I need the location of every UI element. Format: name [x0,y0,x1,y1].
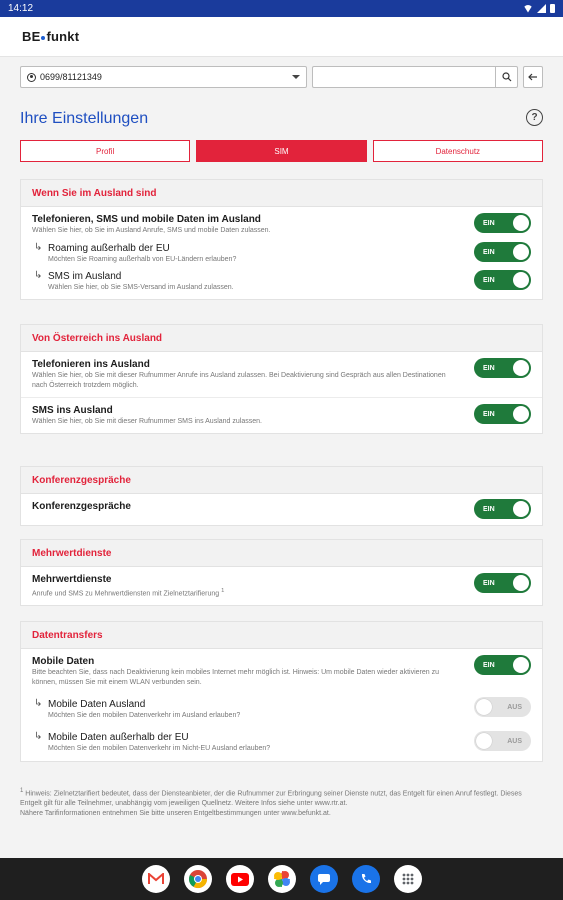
search-box [312,66,518,88]
section-header: Konferenzgespräche [21,467,542,494]
setting-row-sms-abroad [21,268,542,299]
setting-description: Wählen Sie hier, ob Sie mit dieser Rufnummer Anrufe ins Ausland zulassen. Bei Deaktivierung sind Gespräch aus allen Destinationen nach Österreich trotzdem möglich. [32,372,446,389]
setting-row-premium-services [21,567,542,605]
setting-row-mobile-data-abroad [21,692,542,727]
youtube-icon[interactable] [226,865,254,893]
section-daten [20,621,543,762]
arrow-left-icon [528,72,538,82]
main-content [0,58,563,858]
footnote-text: $^1$ Hinweis: Zielnetztarifiert bedeutet, dass der Diensteanbieter, der die Rufnummer zur Erbringung seiner Dienste nutzt, das Entgelt für einen Anruf festlegt. Dieses Entgelt gilt für alle Teilnehmer, unabhängig vom jeweiligen Quellnetz. Weitere Infos siehe unter www.rtr.at. [20,788,522,808]
gmail-icon[interactable] [142,865,170,893]
section-konferenz [20,466,543,526]
setting-row-roaming-non-eu [21,240,542,268]
setting-row-mobile-data [21,649,542,692]
search-icon [502,72,512,82]
android-dock [0,858,563,900]
section-mehrwert [20,539,543,606]
toggle-sms-to-abroad[interactable]: EIN [474,404,531,424]
toggle-knob [476,733,492,749]
setting-title: Telefonieren ins Ausland [32,359,150,370]
battery-icon [550,4,555,13]
toggle-mobile-data[interactable]: EIN [474,655,531,675]
setting-description: Wählen Sie hier, ob Sie im Ausland Anrufe, SMS und mobile Daten zulassen. [32,227,271,234]
search-row [20,66,543,88]
chevron-down-icon [292,75,300,79]
tab-datenschutz[interactable]: Datenschutz [373,140,543,162]
phone-icon[interactable] [352,865,380,893]
toggle-knob [513,244,529,260]
setting-description: Bitte beachten Sie, dass nach Deaktivierung kein mobiles Internet mehr möglich ist. Hinweis: Um mobile Daten wieder aktivieren zu können, müssen Sie mit einem WLAN verbunden sein. [32,669,439,686]
section-header: Datentransfers [21,622,542,649]
page-title: Ihre Einstellungen [20,110,149,127]
wifi-icon [523,5,533,13]
toggle-mobile-data-abroad[interactable]: AUS [474,697,531,717]
chrome-icon[interactable] [184,865,212,893]
setting-description: Wählen Sie hier, ob Sie mit dieser Rufnummer SMS ins Ausland zulassen. [32,418,262,425]
person-icon [27,73,36,82]
footnote [20,786,543,819]
toggle-knob [476,699,492,715]
section-header: Wenn Sie im Ausland sind [21,180,542,207]
logo-dot [41,36,45,40]
setting-title: ↳ Roaming außerhalb der EU [32,242,452,255]
section-oesterreich [20,324,543,434]
toggle-knob [513,272,529,288]
help-icon[interactable]: ? [526,109,543,126]
signal-icon [537,4,546,13]
apps-icon[interactable] [394,865,422,893]
phone-number-value: 0699/81121349 [40,72,102,82]
setting-description: Anrufe und SMS zu Mehrwertdiensten mit Zielnetztarifierung $^1$ [32,588,225,598]
toggle-conference[interactable]: EIN [474,499,531,519]
messages-icon[interactable] [310,865,338,893]
toggle-mobile-data-non-eu[interactable]: AUS [474,731,531,751]
footnote-marker: 1 [221,588,225,594]
photos-icon[interactable] [268,865,296,893]
back-button[interactable] [523,66,543,88]
section-header: Mehrwertdienste [21,540,542,567]
setting-title: Mehrwertdienste [32,574,112,585]
setting-title: Telefonieren, SMS und mobile Daten im Ausland [32,214,261,225]
toggle-calls-abroad[interactable]: EIN [474,358,531,378]
toggle-roaming-non-eu[interactable]: EIN [474,242,531,262]
toggle-premium-services[interactable]: EIN [474,573,531,593]
setting-row-roaming [21,207,542,240]
setting-title: ↳ SMS im Ausland [32,270,452,283]
setting-title: ↳ Mobile Daten Ausland [32,698,452,711]
toggle-knob [513,406,529,422]
tab-profil[interactable]: Profil [20,140,190,162]
setting-row-conference [21,494,542,525]
setting-row-calls-abroad [21,352,542,398]
toggle-knob [513,501,529,517]
tab-sim[interactable]: SIM [196,140,366,162]
footnote-tariff-text: Nähere Tarifinformationen entnehmen Sie bitte unseren Entgeltbestimmungen unter www.befunkt.at. [20,810,331,818]
setting-title: ↳ Mobile Daten außerhalb der EU [32,731,452,744]
setting-description: Wählen Sie hier, ob Sie SMS-Versand im Ausland zulassen. [48,284,234,291]
setting-description: Möchten Sie den mobilen Datenverkehr im Nicht-EU Ausland erlauben? [48,745,271,752]
status-bar [0,0,563,17]
phone-number-select[interactable] [20,66,307,88]
setting-title: Mobile Daten [32,656,95,667]
setting-description: Möchten Sie den mobilen Datenverkehr im Ausland erlauben? [48,712,241,719]
toggle-knob [513,360,529,376]
search-input[interactable] [313,67,495,87]
toggle-knob [513,575,529,591]
setting-description: Möchten Sie Roaming außerhalb von EU-Ländern erlauben? [48,256,237,263]
befunkt-logo[interactable]: BE funkt [22,29,80,44]
toggle-knob [513,215,529,231]
toggle-sms-abroad[interactable]: EIN [474,270,531,290]
section-header: Von Österreich ins Ausland [21,325,542,352]
setting-row-mobile-data-non-eu [21,727,542,761]
setting-title: Konferenzgespräche [32,501,131,512]
search-button[interactable] [495,67,517,87]
settings-tabs [20,140,543,162]
app-header [0,17,563,57]
toggle-knob [513,657,529,673]
setting-row-sms-to-abroad [21,398,542,433]
status-icons [523,4,555,13]
setting-title: SMS ins Ausland [32,405,113,416]
status-time: 14:12 [8,3,34,14]
toggle-roaming[interactable]: EIN [474,213,531,233]
section-ausland [20,179,543,300]
